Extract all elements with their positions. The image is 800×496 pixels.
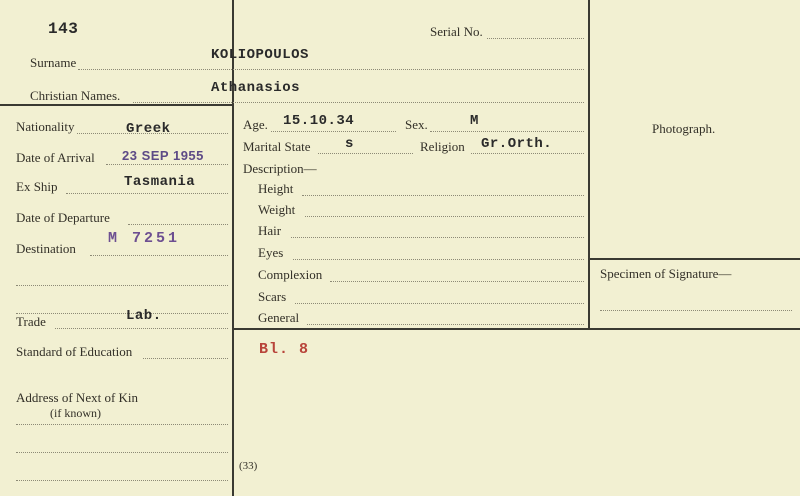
sex-value: M (470, 113, 479, 129)
eyes-label: Eyes (258, 245, 284, 260)
marital-state-label: Marital State (243, 139, 311, 154)
next-of-kin-label: Address of Next of Kin (16, 390, 139, 405)
serial-no-dots (487, 38, 584, 39)
christian-names-label: Christian Names. (30, 88, 121, 103)
destination-value: M 7251 (108, 230, 181, 247)
scars-dots (295, 303, 584, 304)
date-of-arrival-value: 23 SEP 1955 (122, 148, 204, 163)
sex-label: Sex. (405, 117, 428, 132)
destination-label: Destination (16, 241, 76, 256)
weight-dots (305, 216, 584, 217)
date-of-departure-dots (128, 224, 228, 225)
surname-dots (78, 69, 584, 70)
description-label: Description— (243, 161, 317, 176)
signature-dots (600, 310, 792, 311)
divider-horizontal-left (0, 104, 232, 106)
next-of-kin-dots-2 (16, 452, 228, 453)
divider-horizontal-middle (232, 328, 800, 330)
nationality-label: Nationality (16, 119, 75, 134)
sex-dots (430, 131, 584, 132)
form-number: (33) (239, 460, 258, 472)
general-label: General (258, 310, 300, 325)
age-label: Age. (243, 117, 268, 132)
marital-state-value: s (345, 136, 354, 152)
weight-label: Weight (258, 202, 296, 217)
height-label: Height (258, 181, 294, 196)
date-of-arrival-dots (106, 164, 228, 165)
divider-vertical-left (232, 0, 234, 496)
trade-label: Trade (16, 314, 46, 329)
standard-of-education-dots (143, 358, 228, 359)
ex-ship-value: Tasmania (124, 174, 196, 190)
hair-label: Hair (258, 223, 282, 238)
age-value: 15.10.34 (283, 113, 355, 129)
blank-line-1-dots (16, 285, 228, 286)
complexion-label: Complexion (258, 267, 323, 282)
record-number: 143 (48, 20, 79, 38)
nationality-value: Greek (126, 121, 171, 137)
age-dots (271, 131, 396, 132)
standard-of-education-label: Standard of Education (16, 344, 133, 359)
christian-names-value: Athanasios (211, 80, 301, 96)
ex-ship-label: Ex Ship (16, 179, 58, 194)
scars-label: Scars (258, 289, 287, 304)
christian-names-dots (133, 102, 584, 103)
religion-dots (471, 153, 584, 154)
general-dots (307, 324, 584, 325)
destination-dots (90, 255, 228, 256)
serial-no-label: Serial No. (430, 24, 483, 39)
religion-value: Gr.Orth. (481, 136, 553, 152)
surname-label: Surname (30, 55, 77, 70)
divider-horizontal-photo (588, 258, 800, 260)
surname-value: KOLIOPOULOS (211, 47, 309, 63)
date-of-departure-label: Date of Departure (16, 210, 110, 225)
hair-dots (291, 237, 584, 238)
trade-value: Lab. (126, 308, 162, 324)
next-of-kin-sublabel: (if known) (50, 406, 101, 420)
religion-label: Religion (420, 139, 465, 154)
trade-dots (55, 328, 228, 329)
complexion-dots (330, 281, 584, 282)
eyes-dots (293, 259, 584, 260)
signature-label: Specimen of Signature— (600, 266, 732, 281)
blank-line-2-dots (16, 313, 228, 314)
marital-state-dots (318, 153, 413, 154)
red-annotation: Bl. 8 (259, 341, 310, 358)
height-dots (302, 195, 584, 196)
ex-ship-dots (66, 193, 228, 194)
date-of-arrival-label: Date of Arrival (16, 150, 95, 165)
divider-vertical-right (588, 0, 590, 330)
photograph-label: Photograph. (652, 121, 716, 136)
next-of-kin-dots-3 (16, 480, 228, 481)
next-of-kin-dots-1 (16, 424, 228, 425)
